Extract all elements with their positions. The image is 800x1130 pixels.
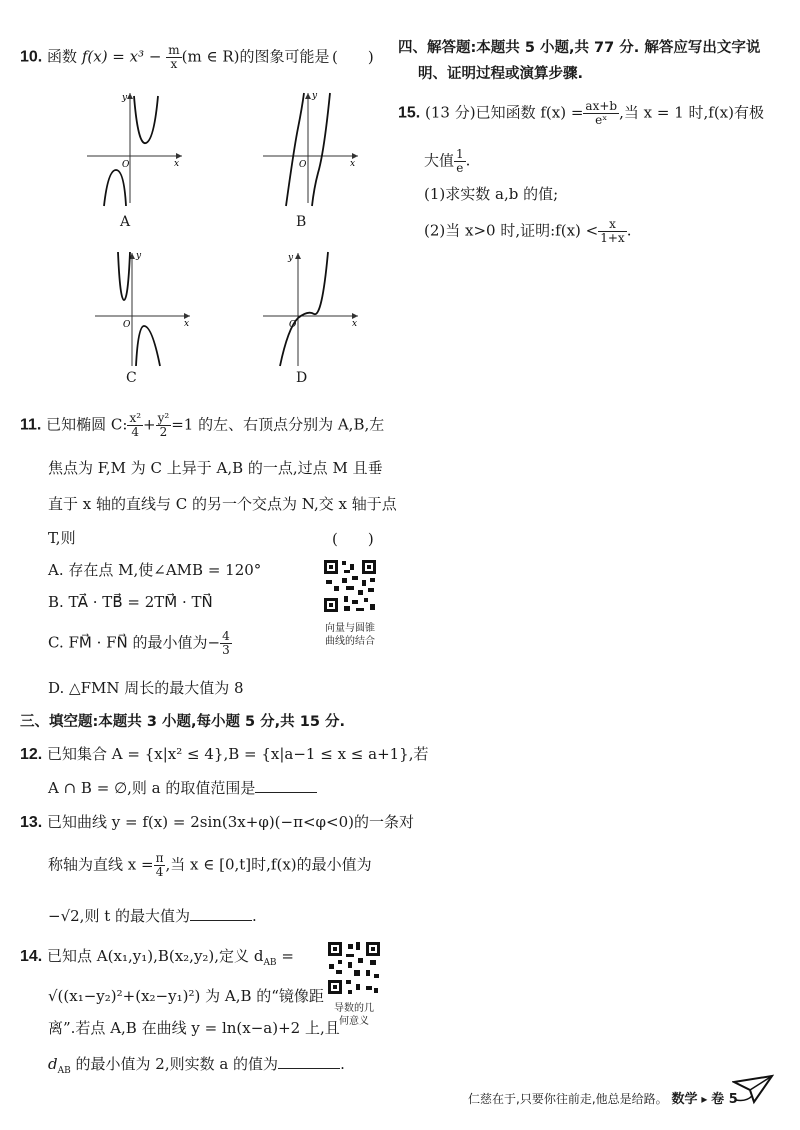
section-4-header-line-2: 明、证明过程或演算步骤. bbox=[418, 66, 584, 82]
graph-c-label: C bbox=[126, 370, 137, 386]
q15-fraction-bound: $\frac{x}{1+x}$ bbox=[600, 217, 625, 245]
q11-option-b: B. TA⃗ · TB⃗ = 2TM⃗ · TN⃗ bbox=[48, 593, 213, 611]
q11-option-c-fraction: $\frac{4}{3}$ bbox=[222, 629, 230, 657]
graph-c-origin: O bbox=[123, 320, 131, 330]
qr-code-icon[interactable] bbox=[322, 558, 378, 614]
q13-number: 13. bbox=[20, 814, 43, 831]
q13-answer-blank[interactable] bbox=[190, 906, 252, 921]
q11-fraction-x: $\frac{\text{x²}}{4}$ bbox=[129, 411, 142, 439]
graph-d bbox=[258, 248, 368, 370]
q11-option-d: D. △FMN 周长的最大值为 8 bbox=[48, 679, 244, 697]
footer-volume: 卷 5 bbox=[711, 1092, 738, 1107]
footer-arrow: ▸ bbox=[701, 1092, 708, 1106]
q15-line-1: 15. (13 分)已知函数 f(x) = $\frac{ax+b}{\text{eˣ}}$ ,当 x = 1 时,f(x)有极 bbox=[398, 99, 764, 127]
graph-a bbox=[82, 88, 192, 208]
q12-line-2: A ∩ B = ∅,则 a 的取值范围是 bbox=[48, 778, 317, 798]
q15-part-1: (1)求实数 a,b 的值; bbox=[424, 185, 559, 203]
graph-a-y-label: y bbox=[122, 93, 128, 103]
q15-part-2: (2)当 x>0 时,证明:f(x) < $\frac{x}{1+x}$ . bbox=[424, 217, 632, 245]
q11-option-c: C. FM⃗ · FN⃗ 的最小值为− $\frac{4}{3}$ bbox=[48, 629, 230, 657]
q15-fraction-f: $\frac{ax+b}{\text{eˣ}}$ bbox=[585, 99, 618, 127]
q10-number: 10. bbox=[20, 48, 43, 66]
qr-caption-vector-conic: 向量与圆锥 曲线的结合 bbox=[325, 623, 375, 647]
q15-fraction-max: $\frac{1}{e}$ bbox=[456, 147, 464, 175]
footer-subject: 数学 bbox=[671, 1092, 698, 1107]
footer bbox=[468, 1088, 738, 1107]
qr-caption-derivative: 导数的几 何意义 bbox=[334, 1003, 374, 1027]
q14-line-2: √((x₁−y₂)²+(x₂−y₁)²) 为 A,B 的“镜像距 bbox=[48, 987, 324, 1005]
q11-line-4: T,则 bbox=[48, 529, 76, 547]
graph-d-x-label: x bbox=[352, 319, 358, 329]
graph-a-origin: O bbox=[122, 160, 130, 170]
q11-option-a: A. 存在点 M,使∠AMB = 120° bbox=[48, 561, 262, 579]
q14-number: 14. bbox=[20, 948, 43, 965]
graph-c bbox=[90, 248, 200, 370]
q12-number: 12. bbox=[20, 746, 43, 763]
q12-line-1: 12. 已知集合 A = {x|x² ≤ 4},B = {x|a−1 ≤ x ≤ a+1},若 bbox=[20, 745, 429, 763]
section-3-header: 三、填空题:本题共 3 小题,每小题 5 分,共 15 分. bbox=[20, 714, 345, 730]
q13-line-3: −√2,则 t 的最大值为 . bbox=[48, 907, 257, 925]
graph-d-label: D bbox=[296, 370, 308, 386]
graph-d-origin: O bbox=[289, 320, 297, 330]
q15-line-2: 大值 $\frac{1}{e}$ . bbox=[424, 147, 471, 175]
q13-fraction: $\frac{\pi}{4}$ bbox=[155, 851, 164, 879]
q12-answer-blank[interactable] bbox=[255, 778, 317, 793]
graph-b-label: B bbox=[296, 214, 307, 230]
graph-c-y-label: y bbox=[136, 251, 142, 261]
q15-number: 15. bbox=[398, 104, 421, 122]
paper-plane-icon bbox=[732, 1072, 774, 1106]
footer-motto: 仁慈在于,只要你往前走,他总是给路。 bbox=[468, 1092, 668, 1106]
qr-code-icon-derivative[interactable] bbox=[326, 940, 382, 996]
q13-line-2: 称轴为直线 x = $\frac{\pi}{4}$ ,当 x ∈ [0,t]时,f(x)的最小值为 bbox=[48, 851, 372, 879]
q14-line-4: $d_{AB}$ 的最小值为 2,则实数 a 的值为 . bbox=[48, 1055, 345, 1076]
graph-a-label: A bbox=[120, 214, 131, 230]
q10-answer-paren: ( ) bbox=[332, 48, 374, 66]
q10-stem: 10. 函数 f(x) = x³ − $\frac{m}{x}$ (m ∈ R)的图象可能是 bbox=[20, 43, 330, 71]
q11-line-3: 直于 x 轴的直线与 C 的另一个交点为 N,交 x 轴于点 bbox=[48, 495, 397, 513]
q14-answer-blank[interactable] bbox=[278, 1054, 340, 1069]
graph-b bbox=[258, 88, 368, 208]
graph-b-x-label: x bbox=[350, 159, 356, 169]
q10-fraction: $\frac{m}{x}$ bbox=[168, 43, 180, 71]
q13-line-1: 13. 已知曲线 y = f(x) = 2sin(3x+φ)(−π<φ<0)的一条对 bbox=[20, 813, 414, 831]
section-4-header-line-1: 四、解答题:本题共 5 小题,共 77 分. 解答应写出文字说 bbox=[398, 40, 761, 56]
q11-answer-paren: ( ) bbox=[332, 530, 374, 548]
graph-b-origin: O bbox=[299, 160, 307, 170]
q11-line-2: 焦点为 F,M 为 C 上异于 A,B 的一点,过点 M 且垂 bbox=[48, 459, 383, 477]
graph-d-y-label: y bbox=[288, 253, 294, 263]
q14-line-3: 离”.若点 A,B 在曲线 y = ln(x−a)+2 上,且 bbox=[48, 1019, 340, 1037]
graph-b-y-label: y bbox=[312, 91, 318, 101]
q11-number: 11. bbox=[20, 416, 42, 434]
graph-c-x-label: x bbox=[184, 319, 190, 329]
q14-line-1: 14. 已知点 A(x₁,y₁),B(x₂,y₂),定义 $d_{AB}$ = bbox=[20, 947, 294, 968]
q11-line-1: 11. 已知椭圆 C: $\frac{\text{x²}}{4}$ + $\frac{\text{y²}}{2}$ =1 的左、右顶点分别为 A,B,左 bbox=[20, 411, 385, 439]
q11-fraction-y: $\frac{\text{y²}}{2}$ bbox=[157, 411, 170, 439]
graph-a-x-label: x bbox=[174, 159, 180, 169]
